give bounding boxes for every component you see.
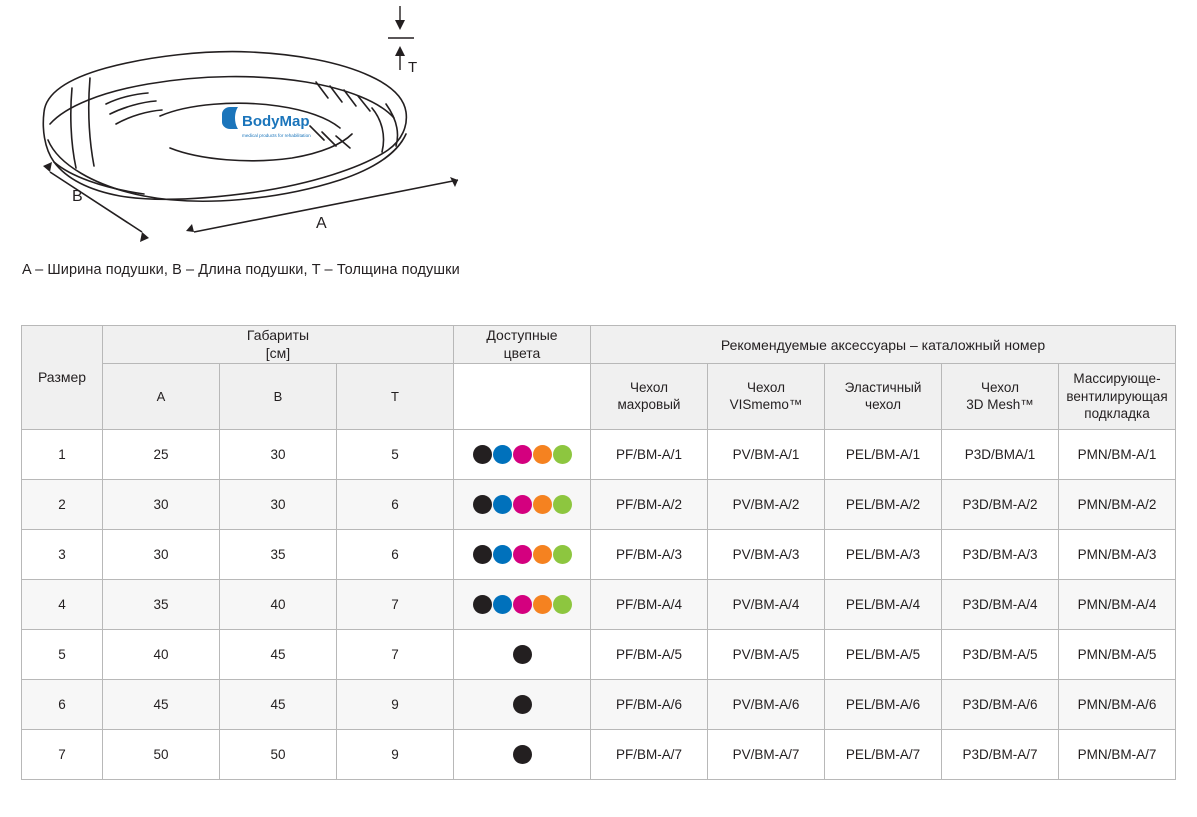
cell-accessory-vismemo-cover: PV/BM-A/2 <box>708 479 825 529</box>
cell-accessory-massage-pad: PMN/BM-A/4 <box>1059 579 1176 629</box>
header-acc3-line2: чехол <box>865 397 901 413</box>
cell-accessory-3dmesh-cover: P3D/BMA/1 <box>942 429 1059 479</box>
header-accessory-massage-pad <box>1059 364 1176 430</box>
cell-size: 4 <box>22 579 103 629</box>
cell-dim-b: 45 <box>220 629 337 679</box>
color-swatch-magenta <box>513 495 532 514</box>
cell-accessory-3dmesh-cover: P3D/BM-A/3 <box>942 529 1059 579</box>
cell-accessory-vismemo-cover: PV/BM-A/1 <box>708 429 825 479</box>
color-swatch-green <box>553 545 572 564</box>
cell-dim-a: 45 <box>103 679 220 729</box>
color-swatch-blue <box>493 495 512 514</box>
cell-dim-t: 7 <box>337 579 454 629</box>
cell-size: 1 <box>22 429 103 479</box>
color-swatch-black <box>513 645 532 664</box>
color-swatch-group <box>455 445 589 464</box>
cell-accessory-massage-pad: PMN/BM-A/5 <box>1059 629 1176 679</box>
cell-size: 2 <box>22 479 103 529</box>
cushion-illustration <box>0 0 1197 250</box>
cell-accessory-massage-pad: PMN/BM-A/3 <box>1059 529 1176 579</box>
cell-accessory-3dmesh-cover: P3D/BM-A/7 <box>942 729 1059 779</box>
color-swatch-blue <box>493 545 512 564</box>
header-row-1 <box>22 326 1176 364</box>
header-accessory-terry-cover <box>591 364 708 430</box>
cell-dim-t: 9 <box>337 679 454 729</box>
header-size: Размер <box>22 326 103 430</box>
header-dim-t: T <box>337 364 454 430</box>
cell-dim-t: 7 <box>337 629 454 679</box>
table-row <box>22 729 1176 779</box>
header-acc4-line1: Чехол <box>981 379 1019 395</box>
cell-dim-a: 30 <box>103 479 220 529</box>
cell-size: 3 <box>22 529 103 579</box>
color-swatch-magenta <box>513 545 532 564</box>
cell-dim-b: 30 <box>220 429 337 479</box>
color-swatch-orange <box>533 595 552 614</box>
cell-available-colors <box>454 579 591 629</box>
header-acc5-line2: вентилирующая <box>1066 388 1168 404</box>
cell-dim-b: 50 <box>220 729 337 779</box>
color-swatch-black <box>473 545 492 564</box>
cell-accessory-terry-cover: PF/BM-A/2 <box>591 479 708 529</box>
cell-dim-t: 5 <box>337 429 454 479</box>
cell-accessory-elastic-cover: PEL/BM-A/1 <box>825 429 942 479</box>
cell-dim-a: 35 <box>103 579 220 629</box>
label-a: A <box>316 215 327 232</box>
header-accessory-vismemo-cover <box>708 364 825 430</box>
color-swatch-blue <box>493 595 512 614</box>
cell-dim-a: 40 <box>103 629 220 679</box>
cell-accessory-massage-pad: PMN/BM-A/7 <box>1059 729 1176 779</box>
header-colors-line2: цвета <box>503 344 541 361</box>
cell-available-colors <box>454 629 591 679</box>
color-swatch-blue <box>493 445 512 464</box>
cell-dim-t: 9 <box>337 729 454 779</box>
cell-dim-b: 35 <box>220 529 337 579</box>
cell-accessory-vismemo-cover: PV/BM-A/3 <box>708 529 825 579</box>
color-swatch-black <box>473 495 492 514</box>
header-accessory-3dmesh-cover <box>942 364 1059 430</box>
table-row <box>22 479 1176 529</box>
table-row <box>22 429 1176 479</box>
header-dim-a: A <box>103 364 220 430</box>
cell-accessory-massage-pad: PMN/BM-A/1 <box>1059 429 1176 479</box>
header-acc5-line3: подкладка <box>1084 406 1150 422</box>
header-dimensions <box>103 326 454 364</box>
header-acc2-line1: Чехол <box>747 379 785 395</box>
cell-accessory-3dmesh-cover: P3D/BM-A/4 <box>942 579 1059 629</box>
color-swatch-black <box>473 445 492 464</box>
cell-accessory-vismemo-cover: PV/BM-A/5 <box>708 629 825 679</box>
header-acc5-line1: Массирующе- <box>1073 371 1161 386</box>
table-row <box>22 579 1176 629</box>
cell-dim-a: 50 <box>103 729 220 779</box>
cell-accessory-elastic-cover: PEL/BM-A/4 <box>825 579 942 629</box>
header-accessories-group: Рекомендуемые аксессуары – каталожный номер <box>591 326 1176 364</box>
svg-text:medical products for rehabilit: medical products for rehabilitation <box>242 133 311 138</box>
cell-accessory-vismemo-cover: PV/BM-A/6 <box>708 679 825 729</box>
table-row <box>22 529 1176 579</box>
cell-accessory-3dmesh-cover: P3D/BM-A/5 <box>942 629 1059 679</box>
cell-accessory-vismemo-cover: PV/BM-A/4 <box>708 579 825 629</box>
table-row <box>22 629 1176 679</box>
color-swatch-black <box>473 595 492 614</box>
color-swatch-black <box>513 695 532 714</box>
color-swatch-magenta <box>513 445 532 464</box>
cell-accessory-elastic-cover: PEL/BM-A/3 <box>825 529 942 579</box>
dimension-caption: A – Ширина подушки, B – Длина подушки, T – Толщина подушки <box>22 262 460 278</box>
header-colors <box>454 326 591 364</box>
header-acc1-line2: махровый <box>617 397 681 413</box>
header-dim-b: B <box>220 364 337 430</box>
cell-accessory-elastic-cover: PEL/BM-A/6 <box>825 679 942 729</box>
cell-size: 5 <box>22 629 103 679</box>
cell-size: 6 <box>22 679 103 729</box>
cell-available-colors <box>454 679 591 729</box>
table-body <box>22 429 1176 779</box>
header-acc4-line2: 3D Mesh™ <box>966 397 1034 413</box>
cell-accessory-terry-cover: PF/BM-A/4 <box>591 579 708 629</box>
color-swatch-orange <box>533 495 552 514</box>
cell-available-colors <box>454 529 591 579</box>
label-b: B <box>72 188 83 205</box>
header-dimensions-line2: [см] <box>265 344 291 361</box>
bodymap-logo <box>222 107 311 138</box>
cell-accessory-elastic-cover: PEL/BM-A/5 <box>825 629 942 679</box>
cell-accessory-terry-cover: PF/BM-A/6 <box>591 679 708 729</box>
cushion-drawing <box>10 0 490 250</box>
color-swatch-orange <box>533 545 552 564</box>
color-swatch-black <box>513 745 532 764</box>
label-t: T <box>408 59 418 76</box>
cell-accessory-3dmesh-cover: P3D/BM-A/2 <box>942 479 1059 529</box>
cell-accessory-terry-cover: PF/BM-A/1 <box>591 429 708 479</box>
color-swatch-group <box>455 745 589 764</box>
specification-table-container <box>21 325 1176 780</box>
cell-dim-t: 6 <box>337 479 454 529</box>
specification-table <box>21 325 1176 780</box>
color-swatch-group <box>455 595 589 614</box>
header-acc2-line2: VISmemo™ <box>729 397 803 413</box>
cell-accessory-terry-cover: PF/BM-A/7 <box>591 729 708 779</box>
cell-accessory-massage-pad: PMN/BM-A/6 <box>1059 679 1176 729</box>
table-row <box>22 679 1176 729</box>
cell-accessory-terry-cover: PF/BM-A/3 <box>591 529 708 579</box>
cell-dim-a: 25 <box>103 429 220 479</box>
cell-accessory-massage-pad: PMN/BM-A/2 <box>1059 479 1176 529</box>
cell-dim-b: 45 <box>220 679 337 729</box>
cell-available-colors <box>454 479 591 529</box>
color-swatch-magenta <box>513 595 532 614</box>
cell-dim-b: 40 <box>220 579 337 629</box>
cell-available-colors <box>454 729 591 779</box>
color-swatch-orange <box>533 445 552 464</box>
color-swatch-green <box>553 445 572 464</box>
cell-accessory-vismemo-cover: PV/BM-A/7 <box>708 729 825 779</box>
header-colors-line1: Доступные <box>486 327 558 343</box>
header-accessory-elastic-cover <box>825 364 942 430</box>
color-swatch-green <box>553 495 572 514</box>
cell-dim-a: 30 <box>103 529 220 579</box>
header-acc1-line1: Чехол <box>630 379 668 395</box>
table-header <box>22 326 1176 430</box>
cell-accessory-elastic-cover: PEL/BM-A/7 <box>825 729 942 779</box>
color-swatch-group <box>455 495 589 514</box>
color-swatch-group <box>455 645 589 664</box>
header-dimensions-line1: Габариты <box>246 327 310 343</box>
color-swatch-green <box>553 595 572 614</box>
svg-text:BodyMap: BodyMap <box>242 113 310 130</box>
cell-dim-t: 6 <box>337 529 454 579</box>
cell-accessory-terry-cover: PF/BM-A/5 <box>591 629 708 679</box>
color-swatch-group <box>455 545 589 564</box>
header-acc3-line1: Эластичный <box>844 379 922 395</box>
color-swatch-group <box>455 695 589 714</box>
cell-dim-b: 30 <box>220 479 337 529</box>
cell-available-colors <box>454 429 591 479</box>
cell-accessory-3dmesh-cover: P3D/BM-A/6 <box>942 679 1059 729</box>
cell-size: 7 <box>22 729 103 779</box>
cell-accessory-elastic-cover: PEL/BM-A/2 <box>825 479 942 529</box>
